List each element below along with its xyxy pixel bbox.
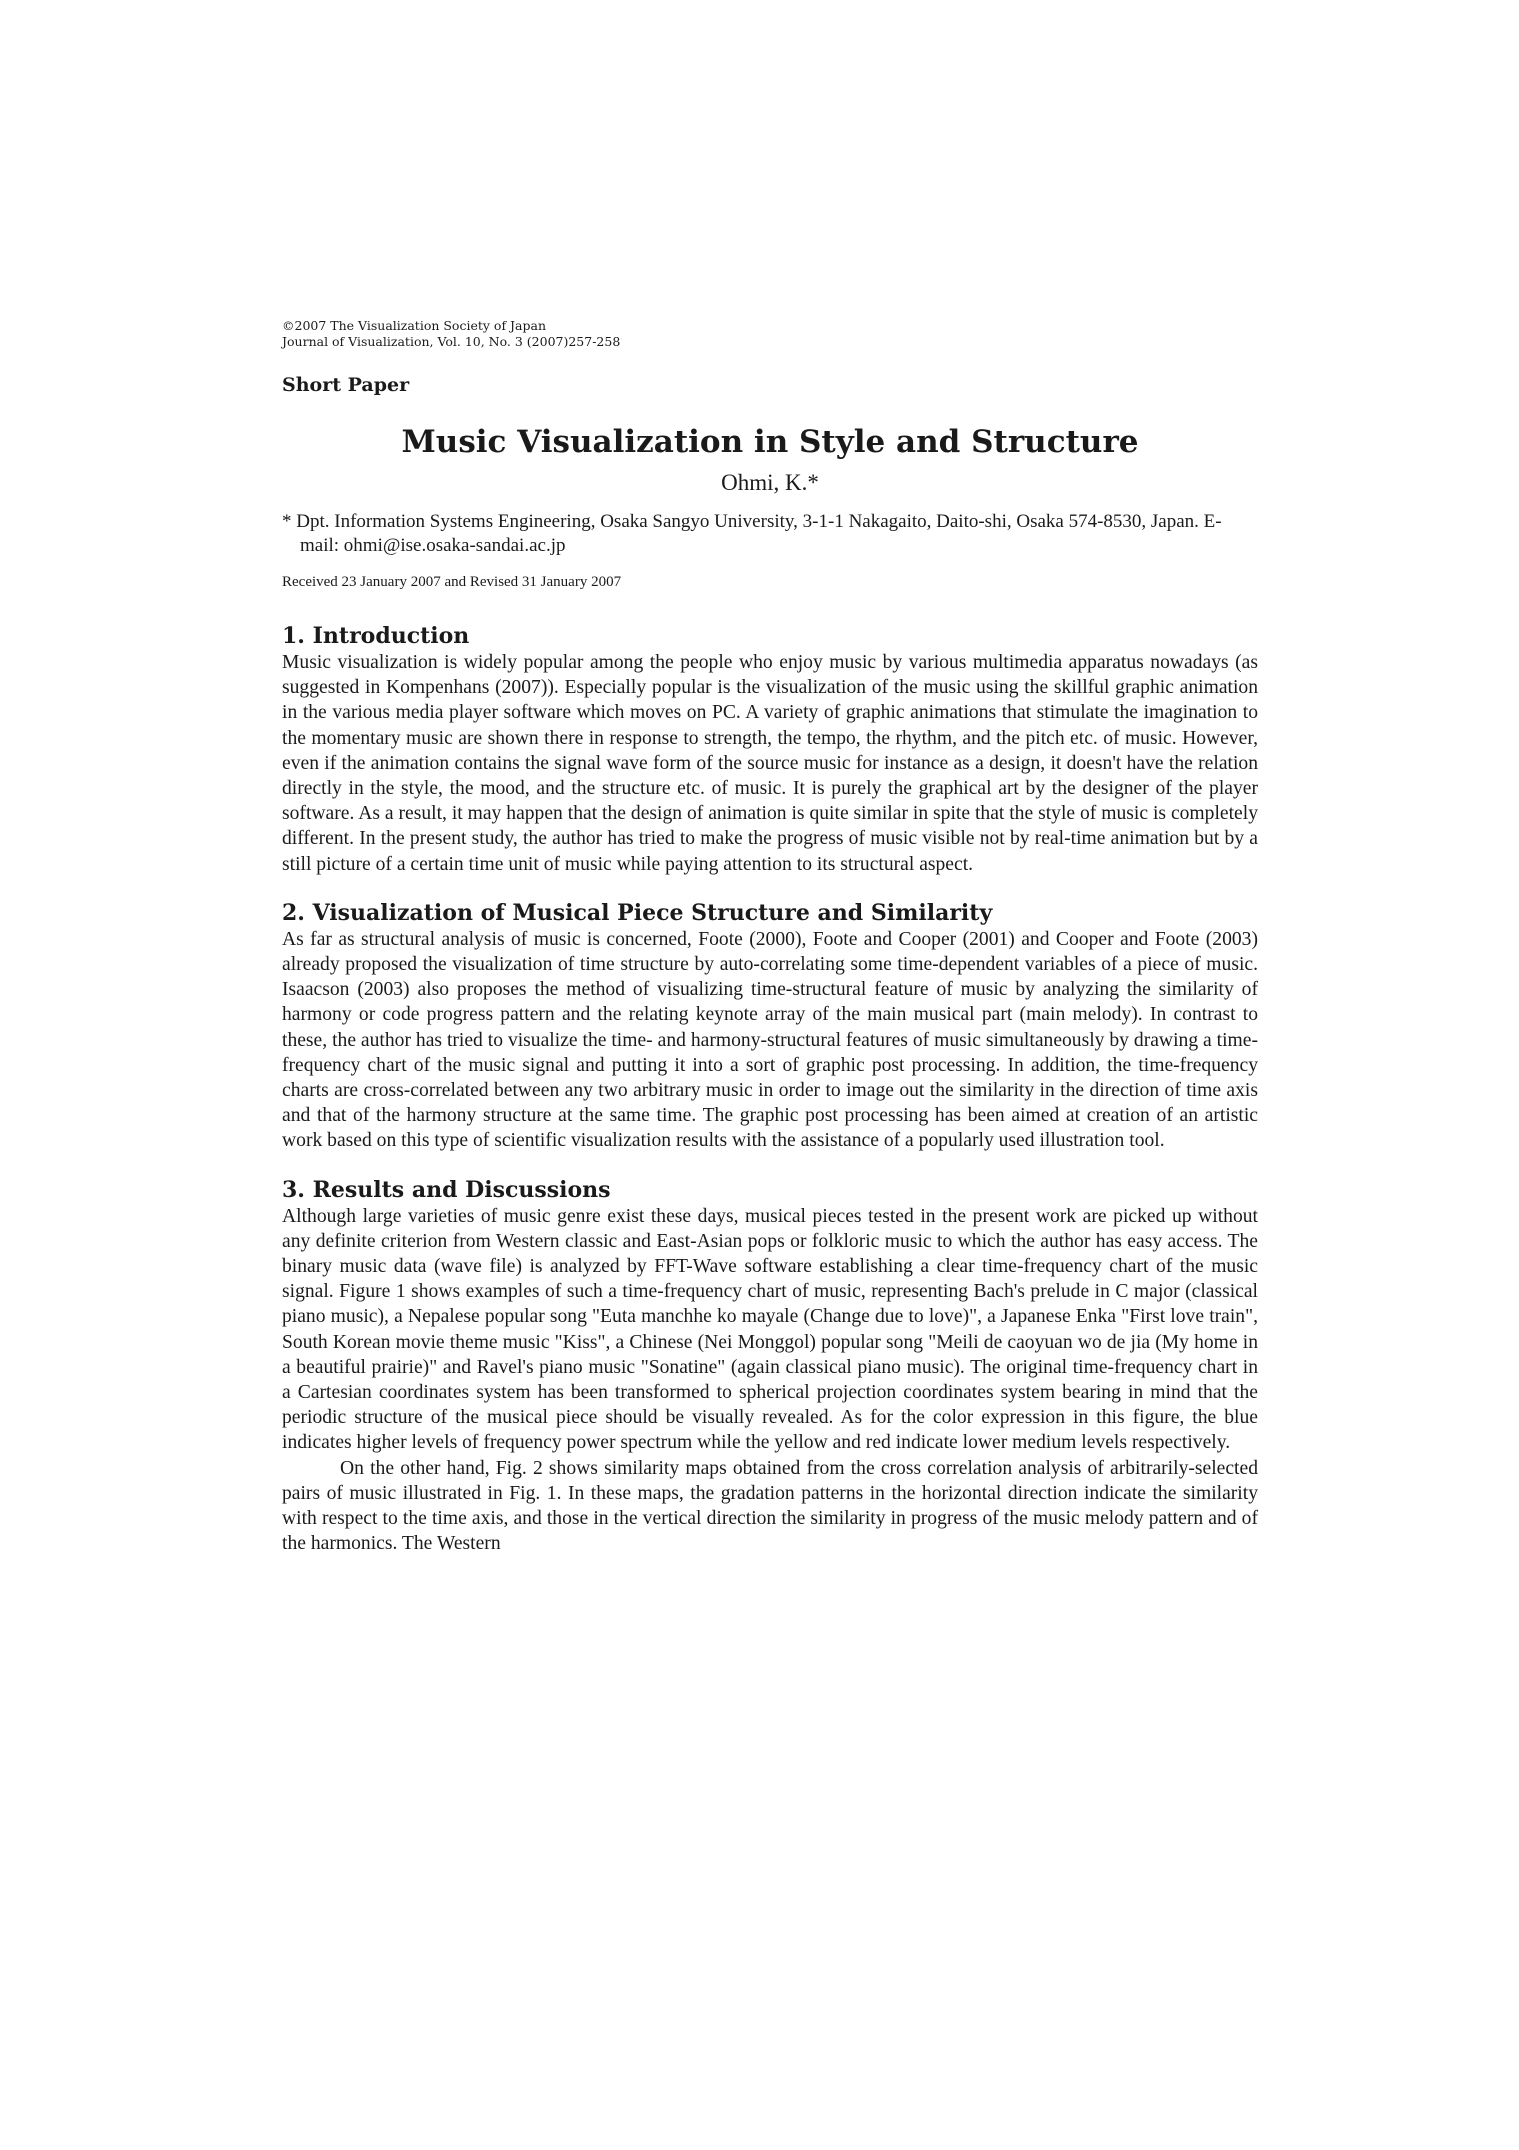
paper-type-label: Short Paper	[282, 374, 410, 396]
section-introduction	[282, 622, 1258, 877]
section-visualization-structure	[282, 899, 1258, 1154]
section-paragraph: On the other hand, Fig. 2 shows similarity maps obtained from the cross correlation analysis of arbitrarily-selected pairs of music illustrated in Fig. 1. In these maps, the gradation patterns in the horizontal direction indicate the similarity with respect to the time axis, and those in the vertical direction the similarity in progress of the music melody pattern and of the harmonics. The Western	[282, 1457, 1258, 1555]
section-paragraph: Although large varieties of music genre exist these days, musical pieces tested in the present work are picked up without any definite criterion from Western classic and East-Asian pops or folkloric music to which the author has easy access. The binary music data (wave file) is analyzed by FFT-Wave software establishing a clear time-frequency chart of the music signal. Figure 1 shows examples of such a time-frequency chart of music, representing Bach's prelude in C major (classical piano music), a Nepalese popular song "Euta manchhe ko mayale (Change due to love)", a Japanese Enka "First love train", South Korean movie theme music "Kiss", a Chinese (Nei Monggol) popular song "Meili de caoyuan wo de jia (My home in a beautiful prairie)" and Ravel's piano music "Sonatine" (again classical piano music). The original time-frequency chart in a Cartesian coordinates system has been transformed to spherical projection coordinates system bearing in mind that the periodic structure of the musical piece should be visually revealed. As for the color expression in this figure, the blue indicates higher levels of frequency power spectrum while the yellow and red indicate lower medium levels respectively.	[282, 1205, 1258, 1454]
author-affiliation: * Dpt. Information Systems Engineering, Osaka Sangyo University, 3-1-1 Nakagaito, Daito-shi, Osaka 574-8530, Japan. E-mail: ohmi@ise.osaka-sandai.ac.jp	[282, 511, 1222, 556]
paper-title: Music Visualization in Style and Structure	[401, 424, 1139, 460]
section-results-discussions	[282, 1176, 1258, 1557]
author-name: Ohmi, K.*	[721, 470, 819, 495]
paper-page	[282, 318, 1258, 1557]
journal-citation: Journal of Visualization, Vol. 10, No. 3 (2007)257-258	[282, 334, 621, 349]
section-paragraph: Music visualization is widely popular among the people who enjoy music by various multimedia apparatus nowadays (as suggested in Kompenhans (2007)). Especially popular is the visualization of the music using the skillful graphic animation in the various media player software which moves on PC. A variety of graphic animations that stimulate the imagination to the momentary music are shown there in response to strength, the tempo, the rhythm, and the pitch etc. of music. However, even if the animation contains the signal wave form of the source music for instance as a design, it doesn't have the relation directly in the style, the mood, and the structure etc. of music. It is purely the graphical art by the designer of the player software. As a result, it may happen that the design of animation is quite similar in spite that the style of music is completely different. In the present study, the author has tried to make the progress of music visible not by real-time animation but by a still picture of a certain time unit of music while paying attention to its structural aspect.	[282, 652, 1258, 875]
section-heading: 3. Results and Discussions	[282, 1176, 611, 1203]
received-date: Received 23 January 2007 and Revised 31 January 2007	[282, 574, 622, 590]
section-paragraph: As far as structural analysis of music is concerned, Foote (2000), Foote and Cooper (2001) and Cooper and Foote (2003) already proposed the visualization of time structure by auto-correlating some time-dependent variables of a piece of music. Isaacson (2003) also proposes the method of visualizing time-structural feature of music by analyzing the similarity of harmony or code progress pattern and the relating keynote array of the main musical part (main melody). In contrast to these, the author has tried to visualize the time- and harmony-structural features of music simultaneously by drawing a time-frequency chart of the music signal and putting it into a sort of graphic post processing. In addition, the time-frequency charts are cross-correlated between any two arbitrary music in order to image out the similarity in the direction of time axis and that of the harmony structure at the same time. The graphic post processing has been aimed at creation of an artistic work based on this type of scientific visualization results with the assistance of a popularly used illustration tool.	[282, 928, 1258, 1152]
section-heading: 1. Introduction	[282, 623, 470, 649]
section-heading: 2. Visualization of Musical Piece Structure and Similarity	[282, 899, 993, 926]
copyright-line: ©2007 The Visualization Society of Japan	[282, 318, 547, 333]
